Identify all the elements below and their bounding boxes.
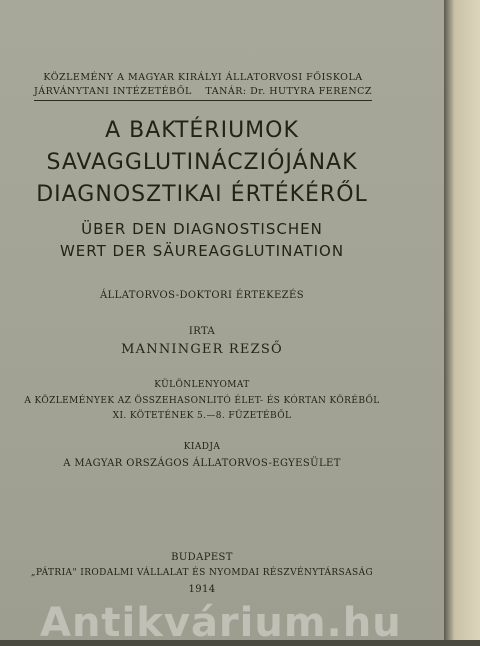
imprint-city: BUDAPEST — [171, 552, 233, 563]
author-name: MANNINGER REZSŐ — [121, 342, 283, 357]
by-label: IRTA — [188, 326, 216, 337]
reprint-source: A KÖZLEMÉNYEK AZ ÖSSZEHASONLITÓ ÉLET- ÉS KÓRTAN KÖRÉBŐL — [24, 396, 380, 406]
imprint-year: 1914 — [188, 584, 216, 595]
watermark: Antikvárium.hu — [40, 600, 402, 646]
subtitle-line-1: ÜBER DEN DIAGNOSTISCHEN — [81, 220, 323, 238]
thesis-label: ÁLLATORVOS-DOKTORI ÉRTEKEZÉS — [100, 290, 304, 301]
book-spine — [444, 0, 480, 640]
header-institution: KÖZLEMÉNY A MAGYAR KIRÁLYI ÁLLATORVOSI FŐISKOLA — [43, 72, 363, 83]
publisher-label: KIADJA — [183, 442, 221, 452]
reprint-label: KÜLÖNLENYOMAT — [154, 380, 250, 390]
header-department — [34, 86, 372, 97]
title-line-1: A BAKTÉRIUMOK — [105, 118, 299, 143]
subtitle-line-2: WERT DER SÄUREAGGLUTINATION — [59, 242, 345, 260]
header-department-left: JÁRVÁNYTANI INTÉZETÉBŐL — [34, 86, 192, 97]
publisher-name: A MAGYAR ORSZÁGOS ÁLLATORVOS-EGYESÜLET — [63, 458, 341, 469]
title-line-2: SAVAGGLUTINÁCZIÓJÁNAK — [46, 150, 358, 175]
title-line-3: DIAGNOSZTIKAI ÉRTÉKÉRŐL — [36, 182, 368, 207]
header-professor: TANÁR: Dr. HUTYRA FERENCZ — [205, 86, 372, 97]
header-rule — [34, 100, 372, 101]
reprint-volume: XI. KÖTETÉNEK 5.—8. FÜZETÉBŐL — [112, 411, 292, 421]
imprint-printer: „PÁTRIA" IRODALMI VÁLLALAT ÉS NYOMDAI RÉSZVÉNYTÁRSASÁG — [30, 568, 374, 578]
